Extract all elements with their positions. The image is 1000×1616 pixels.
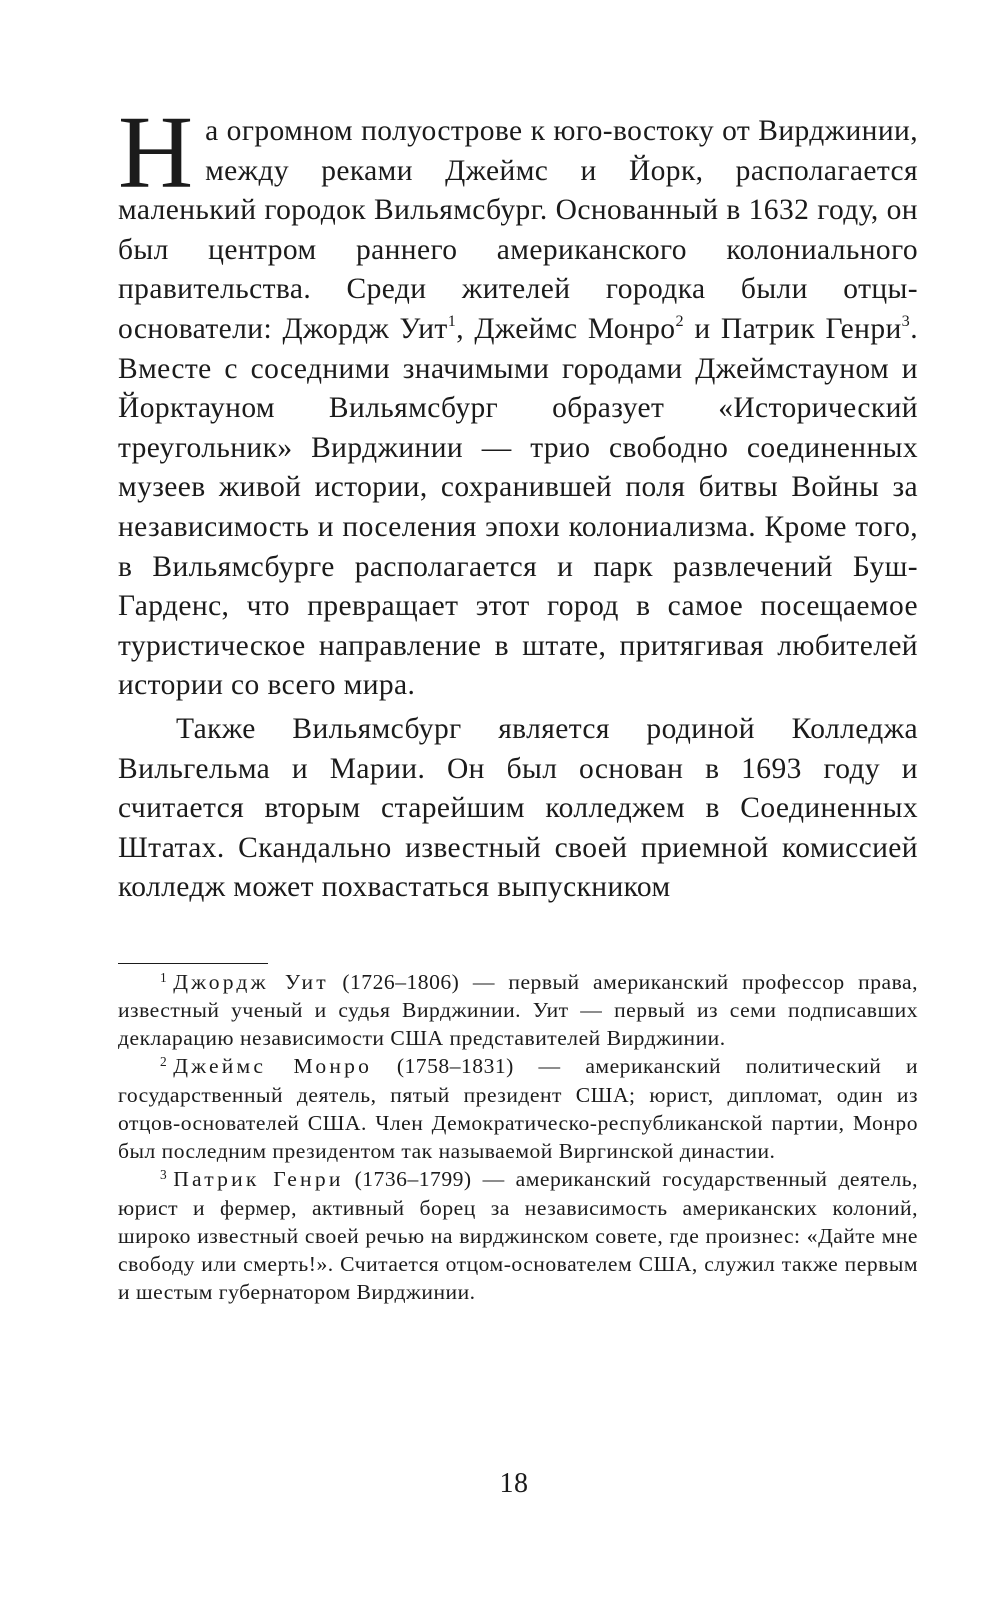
main-text (118, 95, 918, 908)
paragraph-2: Также Вильямсбург является родиной Колледжа Вильгельма и Марии. Он был основан в 1693 году и считается вторым старейшим колледжем в Соединенных Штатах. Скандально известный своей приемной комиссией колледж может похвастаться выпускником (118, 712, 918, 904)
footnote-name: Патрик Генри (173, 1167, 344, 1192)
footnote-number: 3 (160, 1166, 168, 1182)
paragraph-1-segment-4: . Вместе с соседними значимыми городами Джеймстауном и Йорктауном Вильямсбург образует «Исторический треугольник» Вирджинии — трио свободно соединенных музеев живой истории, сохранившей поля битвы Войны за независимость и поселения эпохи колониализма. Кроме того, в Вильямсбурге располагается и парк развлечений Буш-Гарденс, что превращает этот город в самое посещаемое туристическое направление в штате, притягивая любителей истории со всего мира. (118, 312, 918, 702)
footnote-number: 2 (160, 1054, 168, 1070)
footnote-separator (118, 963, 268, 964)
footnote-ref-2: 2 (675, 311, 684, 330)
paragraph-1-segment-3: и Патрик Генри (683, 312, 902, 345)
page-number: 18 (499, 1468, 529, 1499)
footnote-text: (1726–1806) — первый американский профессор права, известный ученый и судья Вирджинии. Уит — первый из семи подписавших декларацию независимости США представителей Вирджинии. (118, 969, 918, 1051)
footnotes (118, 968, 918, 1306)
paragraph-1-segment-2: , Джеймс Монро (456, 312, 676, 345)
footnote-2 (118, 1052, 918, 1165)
paragraph-1 (118, 95, 918, 706)
paragraph-1-segment-1: а огромном полуострове к юго-востоку от Вирджинии, между реками Джеймс и Йорк, располагается маленький городок Вильямсбург. Основанный в 1632 году, он был центром раннего американского колониального правительства. Среди жителей городка были отцы-основатели: Джордж Уит (118, 115, 918, 345)
footnote-text: (1736–1799) — американский государственный деятель, юрист и фермер, активный борец за независимость американских колоний, широко известный своей речью на вирджинском совете, где произнес: «Дайте мне свободу или смерть!». Считается отцом-основателем США, служил также первым и шестым губернатором Вирджинии. (118, 1167, 918, 1305)
footnote-3 (118, 1165, 918, 1306)
drop-cap: Н (118, 95, 194, 210)
book-page (118, 95, 918, 1306)
footnote-ref-1: 1 (447, 311, 457, 330)
footnote-1 (118, 968, 918, 1053)
footnote-number: 1 (160, 969, 168, 985)
footnote-name: Джеймс Монро (173, 1054, 373, 1079)
footnote-text: (1758–1831) — американский политический и государственный деятель, пятый президент США; юрист, дипломат, один из отцов-основателей США. Член Демократическо-республиканской партии, Монро был последним президентом так называемой Виргинской династии. (118, 1054, 918, 1164)
footnote-name: Джордж Уит (173, 969, 329, 994)
footnote-ref-3: 3 (901, 311, 911, 330)
